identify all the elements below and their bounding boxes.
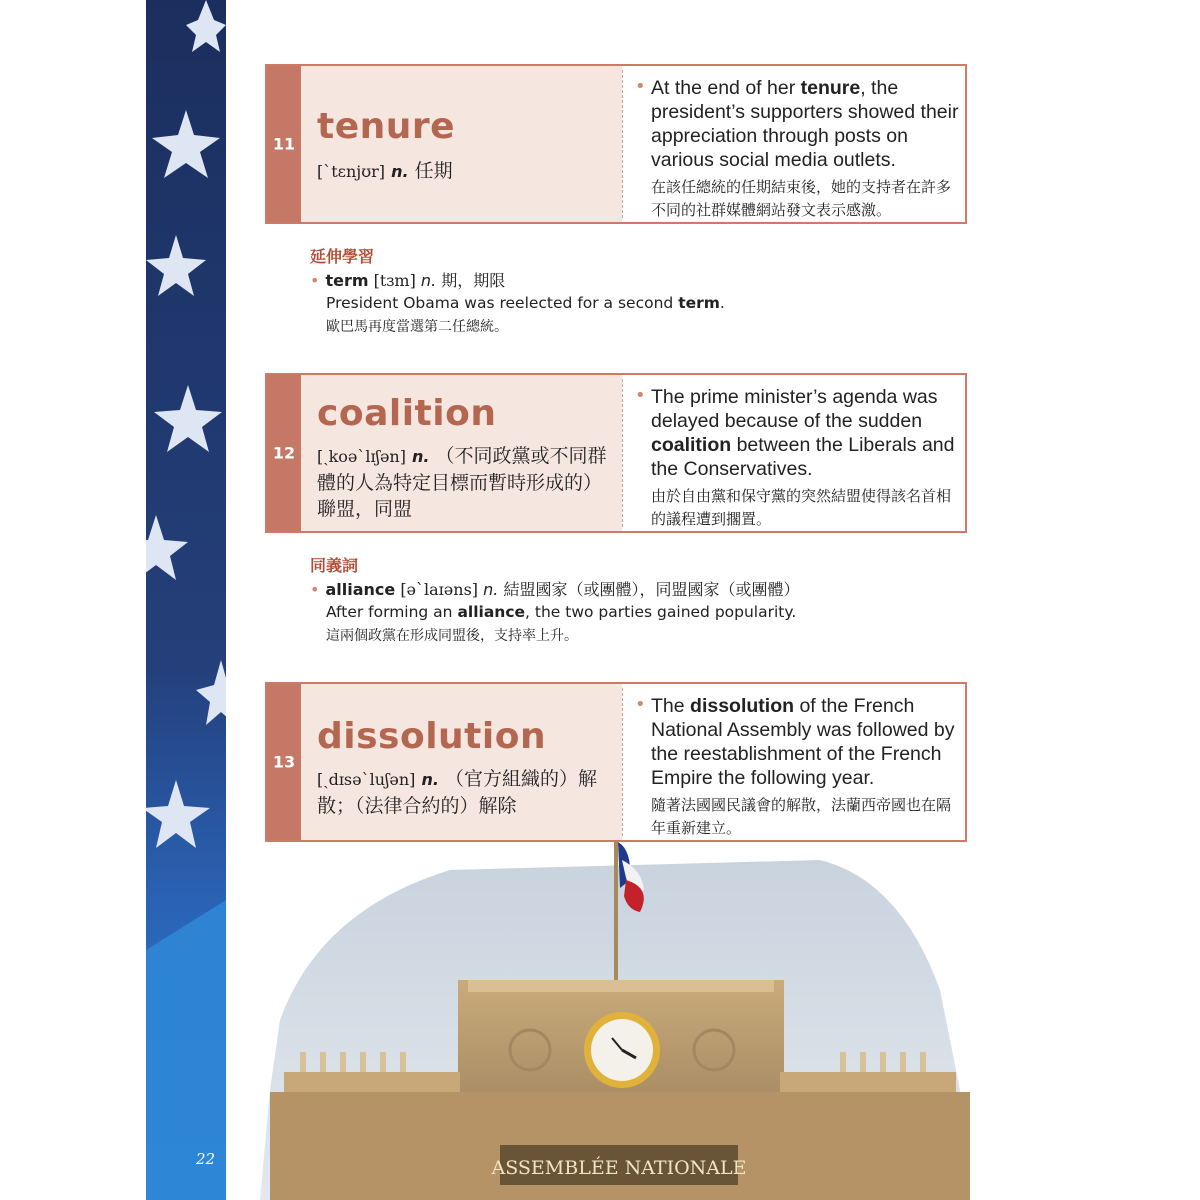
example-chinese: 由於自由黨和保守黨的突然結盟使得該名首相的議程遭到擱置。	[651, 487, 952, 528]
entry-definition	[317, 158, 613, 185]
part-of-speech: n.	[391, 162, 409, 181]
definition-text: 任期	[414, 160, 453, 182]
example-english: At the end of her tenure, the president’s supporters showed their appreciation through posts on various social media outlets.	[651, 77, 959, 171]
synonym-section	[310, 553, 950, 644]
example-chinese: 在該任總統的任期結束後，她的支持者在許多不同的社群媒體網站發文表示感激。	[651, 178, 952, 219]
bullet-icon: •	[635, 694, 646, 715]
extra-example-chinese: 這兩個政黨在形成同盟後，支持率上升。	[326, 628, 578, 644]
extra-title: 延伸學習	[310, 247, 375, 266]
entry-definition	[317, 766, 613, 819]
entry-number: 11	[272, 134, 296, 154]
example-keyword: tenure	[800, 77, 861, 99]
extra-definition: 結盟國家（或團體），同盟國家（或團體）	[503, 580, 800, 599]
star-icon	[196, 660, 226, 725]
entry-word-panel	[301, 684, 622, 840]
extra-word-row	[310, 577, 799, 600]
divider	[622, 379, 623, 527]
star-icon	[146, 780, 210, 848]
entry-word-panel	[301, 66, 622, 222]
extra-word: term	[325, 271, 369, 290]
star-icon	[186, 0, 226, 52]
entry-word: dissolution	[317, 716, 547, 757]
star-icon	[146, 235, 206, 296]
pronunciation: [əˋlaɪəns]	[400, 580, 479, 599]
divider	[622, 688, 623, 836]
extra-title: 同義詞	[310, 556, 359, 575]
extra-word-row	[310, 268, 505, 291]
extended-learning	[310, 244, 950, 335]
entry-word: coalition	[317, 393, 497, 434]
vocab-entry-coalition	[265, 373, 967, 533]
entry-word: tenure	[317, 106, 456, 147]
entry-number: 13	[272, 752, 296, 772]
pronunciation: [ˏkoəˋlɪʃən]	[317, 447, 406, 466]
entry-definition	[317, 443, 613, 522]
part-of-speech: n.	[412, 447, 430, 466]
pronunciation: [ˋtɛnjʊr]	[317, 162, 386, 181]
pronunciation: [tɜm]	[373, 271, 416, 290]
pronunciation: [ˏdɪsəˋluʃən]	[317, 770, 416, 789]
example-english: The prime minister’s agenda was delayed because of the sudden coalition between the Liberals and the Conservatives.	[651, 386, 955, 480]
star-icon	[146, 515, 188, 580]
bullet-icon: •	[310, 271, 320, 290]
bullet-icon: •	[635, 76, 646, 97]
star-icon	[154, 385, 222, 452]
entry-word-panel	[301, 375, 622, 531]
bullet-icon: •	[635, 385, 646, 406]
part-of-speech: n.	[483, 580, 499, 599]
vocab-entry-tenure	[265, 64, 967, 224]
definition-text: （不同政黨或不同群體的人為特定目標而暫時形成的）聯盟，同盟	[317, 445, 607, 520]
extra-definition: 期，期限	[441, 271, 506, 290]
page-number: 22	[196, 1150, 216, 1168]
extra-word: alliance	[325, 580, 396, 599]
assembly-sign-text: ASSEMBLÉE NATIONALE	[491, 1157, 747, 1179]
part-of-speech: n.	[421, 770, 439, 789]
bullet-icon: •	[310, 580, 320, 599]
star-icon	[152, 110, 220, 178]
example-chinese: 隨著法國國民議會的解散，法蘭西帝國也在隔年重新建立。	[651, 796, 952, 837]
definition-text: （官方組織的）解散；（法律合約的）解除	[317, 768, 597, 817]
extra-example-chinese: 歐巴馬再度當選第二任總統。	[326, 319, 508, 335]
vocab-entry-dissolution	[265, 682, 967, 842]
extra-example-english: President Obama was reelected for a second term.	[326, 294, 725, 312]
example-keyword: dissolution	[690, 695, 795, 717]
extra-example-english: After forming an alliance, the two parties gained popularity.	[326, 603, 797, 621]
example-english: The dissolution of the French National Assembly was followed by the reestablishment of the French Empire the following year.	[651, 695, 955, 789]
national-assembly-photo	[260, 840, 980, 1200]
divider	[622, 70, 623, 218]
example-keyword: coalition	[651, 434, 732, 456]
entry-number: 12	[272, 443, 296, 463]
stars-overlay	[146, 0, 226, 900]
part-of-speech: n.	[420, 271, 437, 290]
